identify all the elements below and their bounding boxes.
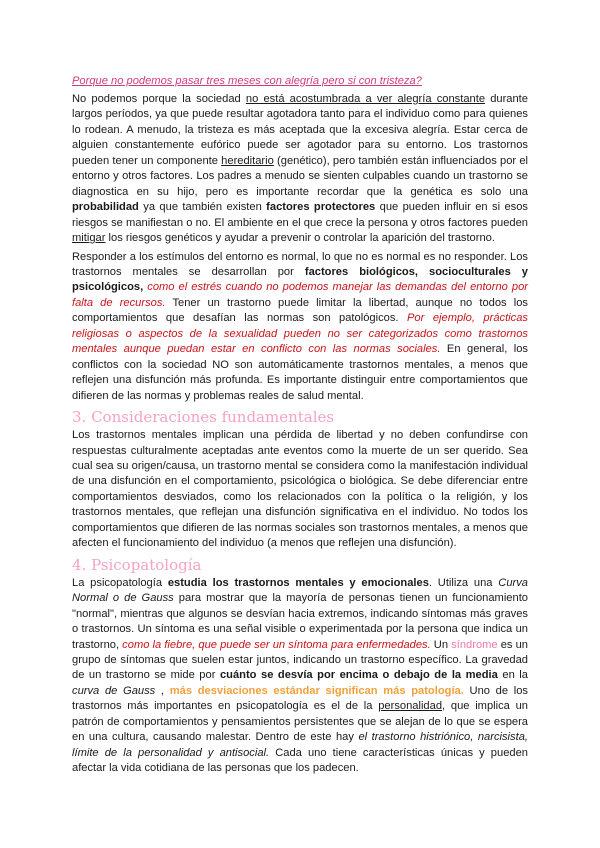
text: Uno de los trastornos más importantes en psicopatología es el de la: [72, 684, 529, 713]
paragraph-considerations: Los trastornos mentales implican una pérdida de libertad y no deben confundirse con respuestas culturalmente aceptadas ante eventos como la muerte de un ser querido. Sea cual sea su origen/causa, un trastorno mental se considera como la manifestación individual de una disfunción en el comportamiento, psicológica o biológica. Se debe diferenciar entre comportamientos desviados, como los relacionados con la política o la religión, y los trastornos mentales, que reflejan una disfunción significativa en el individuo. No todos los comportamientos que difieren de las normas sociales son trastornos mentales, a menos que afecten el funcionamiento del individuo (a menos que reflejen una disfunción).: [72, 429, 528, 550]
paragraph-factors: [72, 250, 528, 405]
text: en la: [497, 669, 528, 682]
text: Cada uno tiene características únicas y pueden afectar la vida cotidiana de las personas que los padecen.: [72, 746, 528, 775]
section-heading-4: 4. Psicopatología: [72, 555, 202, 574]
text: durante largos períodos, ya que puede resultar agotadora tanto para el individuo como para quienes lo rodean. A menudo, la tristeza es más aceptada que la excesiva alegría. Estar cerca de alguien constantemente eufórico puede ser agotador para su entorno. Los trastornos pueden tener un componente: [72, 93, 528, 167]
example-text: Por ejemplo, prácticas religiosas o aspectos de la sexualidad pueden no ser categorizados como trastornos mentales aunque puedan estar en conflicto con las normas sociales.: [72, 312, 528, 356]
italic-text: el trastorno histriónico, narcisista, límite de la personalidad y antisocial.: [72, 731, 528, 759]
bold-text: cuánto se desvía por encima o debajo de la media: [219, 669, 498, 682]
text: En general, los conflictos con la sociedad NO son automáticamente trastornos mentales, a menos que reflejen una disfunción más profunda. Es importante distinguir entre comportamientos que difieren de las normas y problemas reales de salud mental.: [72, 343, 528, 402]
text: Responder a los estímulos del entorno es normal, lo que no es normal es no responder. Los trastornos mentales se desarrollan por: [72, 250, 528, 278]
underlined-text: mitigar: [72, 232, 106, 245]
text: ,: [155, 684, 170, 697]
text: Tener un trastorno puede limitar la libertad, aunque no todos los comportamientos que desafían las normas son patológicos.: [72, 296, 528, 325]
text: para mostrar que la mayoría de personas tienen un funcionamiento "normal", mientras que algunos se desvían hacia extremos, indicando síntomas más graves o trastornos. Un síntoma es una señal visible o experimentada por la persona que indica un trastorno,: [72, 592, 528, 651]
example-text: como la fiebre, que puede ser un síntoma para enfermedades.: [122, 638, 431, 651]
bold-text: estudia los trastornos mentales y emocionales: [167, 576, 429, 589]
text: es un grupo de síntomas que suelen estar juntos, indicando un trastorno específico. La gravedad de un trastorno se mide por: [72, 638, 528, 682]
example-text: como el estrés cuando no podemos manejar las demandas del entorno por falta de recursos.: [72, 281, 528, 309]
underlined-text: personalidad: [378, 700, 443, 713]
bold-text: factores protectores: [266, 201, 376, 214]
text: Un: [430, 638, 452, 651]
text: (genético), pero también están influenciados por el entorno y otros factores. Los padres a menudo se sienten culpables cuando un trastorno se diagnostica en su hijo, pero es importante recordar que la genética es solo una: [72, 154, 528, 198]
text: La psicopatología: [72, 576, 168, 589]
text: , que implica un patrón de comportamientos y pensamientos persistentes que se alejan de lo que se espera en una cultura, causando malestar. Dentro de este hay: [72, 700, 529, 744]
underlined-text: hereditario: [221, 154, 274, 167]
paragraph-heredity: [72, 92, 528, 247]
section-heading-3: 3. Consideraciones fundamentales: [72, 408, 335, 427]
text: los riesgos genéticos y ayudar a prevenir o controlar la aparición del trastorno.: [105, 232, 495, 245]
text: . Utiliza una: [428, 576, 499, 589]
italic-text: Curva Normal o de Gauss: [72, 576, 528, 605]
highlight-text: más desviaciones estándar significan más patología.: [169, 684, 464, 697]
underlined-text: no está acostumbrada a ver alegría constante: [245, 93, 486, 105]
text: No podemos porque la sociedad: [72, 93, 246, 105]
paragraph-psychopathology: [72, 576, 528, 777]
highlight-text: síndrome: [451, 638, 498, 651]
text: que pueden influir en si esos riesgos se manifiestan o no. El ambiente en el que crece la persona y otros factores pueden: [72, 201, 528, 229]
italic-text: curva de Gauss: [72, 684, 156, 697]
bold-text: probabilidad: [72, 201, 139, 214]
text: ya que también existen: [138, 201, 267, 214]
bold-text: factores biológicos, socioculturales y psicológicos,: [72, 265, 528, 294]
question-link[interactable]: Porque no podemos pasar tres meses con alegría pero si con tristeza?: [72, 75, 422, 87]
